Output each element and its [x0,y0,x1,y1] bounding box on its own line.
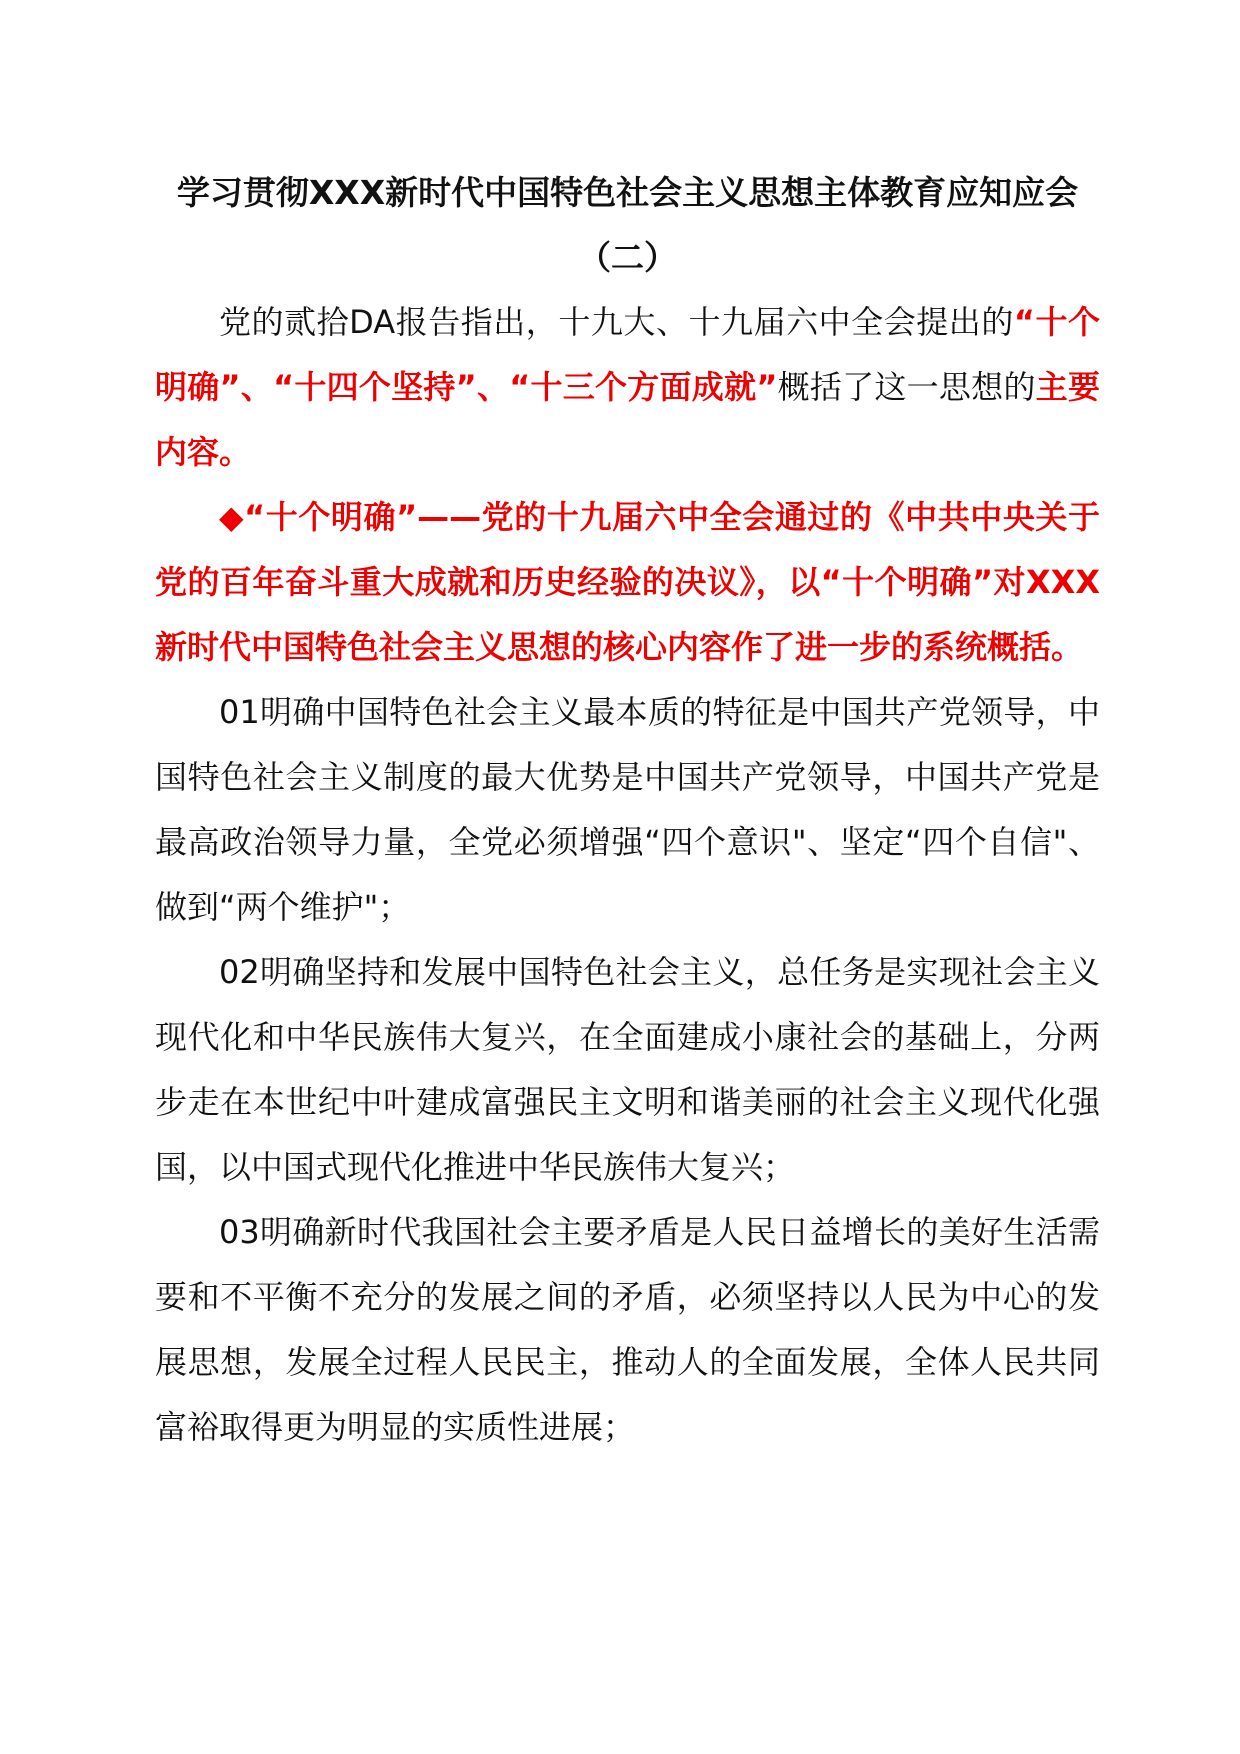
list-item-01: 01明确中国特色社会主义最本质的特征是中国共产党领导，中国特色社会主义制度的最大优势是中国共产党领导，中国共产党是最高政治领导力量，全党必须增强“四个意识"、坚定“四个自信"、做到“两个维护"； [155,693,1100,926]
list-item-03: 03明确新时代我国社会主要矛盾是人民日益增长的美好生活需要和不平衡不充分的发展之间的矛盾，必须坚持以人民为中心的发展思想，发展全过程人民民主，推动人的全面发展，全体人民共同富裕取得更为明显的实质性进展； [155,1213,1100,1446]
intro-highlight-1: “十个明确”、“十四个坚持”、“十三个方面成就” [155,303,1100,406]
intro-highlight-2: 主要内容。 [155,368,1100,471]
document-page [155,160,1100,1460]
document-title: 学习贯彻XXX新时代中国特色社会主义思想主体教育应知应会（二） [176,173,1079,277]
intro-text-1: 党的贰拾DA报告指出，十九大、十九届六中全会提出的 [219,303,1014,341]
section-heading: ◆“十个明确”——党的十九届六中全会通过的《中共中央关于党的百年奋斗重大成就和历史经验的决议》，以“十个明确”对XXX新时代中国特色社会主义思想的核心内容作了进一步的系统概括。 [155,498,1100,666]
intro-paragraph [155,290,1100,485]
list-item-02: 02明确坚持和发展中国特色社会主义，总任务是实现社会主义现代化和中华民族伟大复兴，在全面建成小康社会的基础上，分两步走在本世纪中叶建成富强民主文明和谐美丽的社会主义现代化强国，以中国式现代化推进中华民族伟大复兴； [155,953,1100,1186]
intro-text-2: 概括了这一思想的 [777,368,1036,406]
